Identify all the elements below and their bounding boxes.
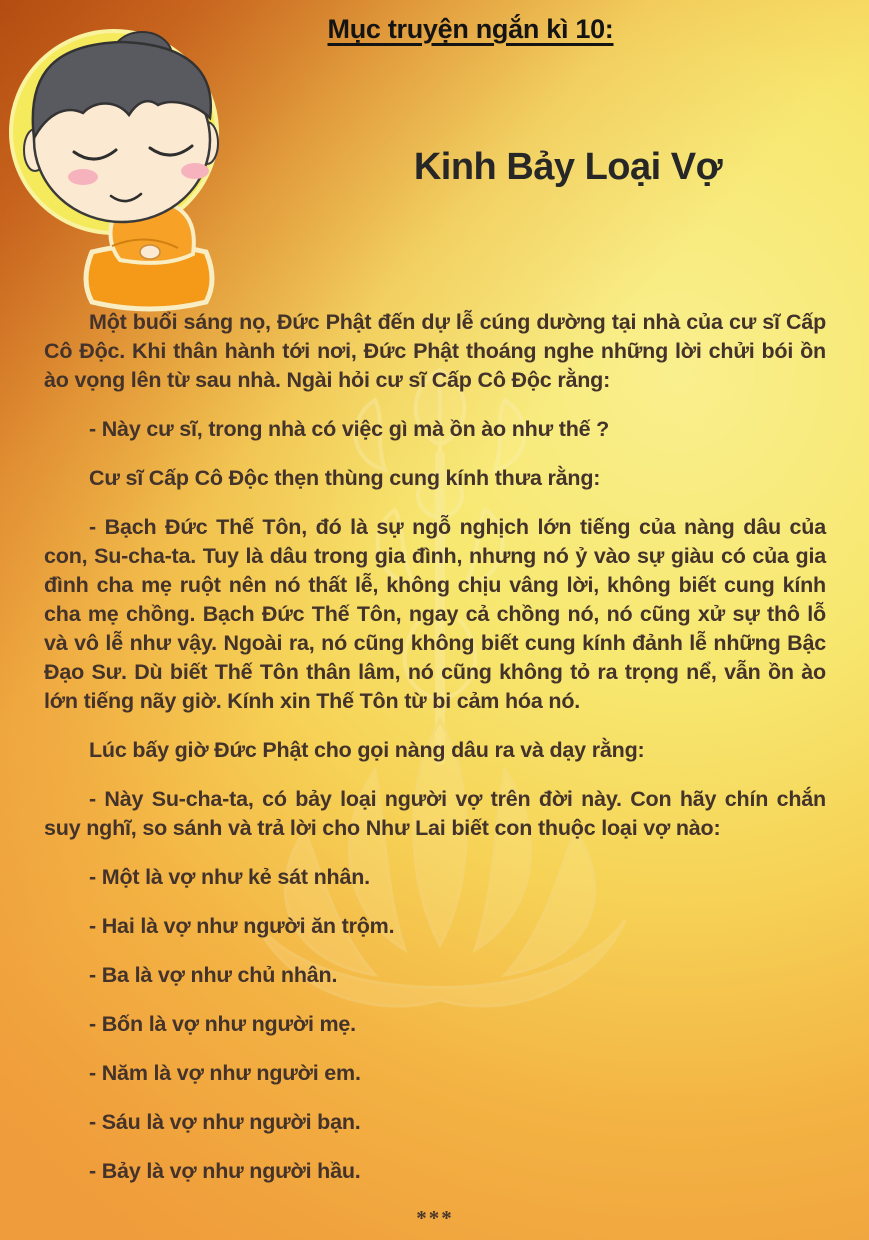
story-paragraph: Cư sĩ Cấp Cô Độc thẹn thùng cung kính thưa rằng: xyxy=(89,466,601,490)
story-paragraph: - Ba là vợ như chủ nhân. xyxy=(89,963,338,987)
page-title: Kinh Bảy Loại Vợ xyxy=(413,146,723,188)
story-paragraph: - Hai là vợ như người ăn trộm. xyxy=(89,914,395,938)
story-content xyxy=(44,308,826,1231)
story-paragraph: Lúc bấy giờ Đức Phật cho gọi nàng dâu ra và dạy rằng: xyxy=(89,738,645,762)
story-paragraph: - Bảy là vợ như người hầu. xyxy=(89,1159,361,1183)
story-paragraph: - Sáu là vợ như người bạn. xyxy=(89,1110,361,1134)
story-paragraph: - Bốn là vợ như người mẹ. xyxy=(89,1012,356,1036)
buddha-illustration xyxy=(0,0,240,320)
story-paragraph: - Một là vợ như kẻ sát nhân. xyxy=(89,865,370,889)
footer-separator: *** xyxy=(416,1206,454,1230)
story-paragraph: - Bạch Đức Thế Tôn, đó là sự ngỗ nghịch lớn tiếng của nàng dâu của con, Su-cha-ta. Tuy là dâu trong gia đình, nhưng nó ỷ vào sự giàu có của gia đình cha mẹ ruột nên nó thất lễ, không chịu vâng lời, không biết cung kính cha mẹ chồng. Bạch Đức Thế Tôn, ngay cả chồng nó, nó cũng xử sự thô lỗ và vô lễ như vậy. Ngoài ra, nó cũng không biết cung kính đảnh lễ những Bậc Đạo Sư. Dù biết Thế Tôn thân lâm, nó cũng không tỏ ra trọng nể, vẫn ồn ào lớn tiếng nãy giờ. Kính xin Thế Tôn từ bi cảm hóa nó. xyxy=(44,515,826,713)
story-paragraph: Một buổi sáng nọ, Đức Phật đến dự lễ cúng dường tại nhà của cư sĩ Cấp Cô Độc. Khi thân hành tới nơi, Đức Phật thoáng nghe những lời chửi bói ồn ào vọng lên từ sau nhà. Ngài hỏi cư sĩ Cấp Cô Độc rằng: xyxy=(44,310,826,392)
section-heading: Mục truyện ngắn kì 10: xyxy=(327,14,614,44)
left-blush xyxy=(68,169,98,185)
right-blush xyxy=(181,163,209,179)
story-paragraph: - Này cư sĩ, trong nhà có việc gì mà ồn ào như thế ? xyxy=(89,417,610,441)
story-paragraph: - Năm là vợ như người em. xyxy=(89,1061,361,1085)
story-paragraph: - Này Su-cha-ta, có bảy loại người vợ trên đời này. Con hãy chín chắn suy nghĩ, so sánh và trả lời cho Như Lai biết con thuộc loại vợ nào: xyxy=(44,787,826,840)
hands xyxy=(140,245,160,259)
